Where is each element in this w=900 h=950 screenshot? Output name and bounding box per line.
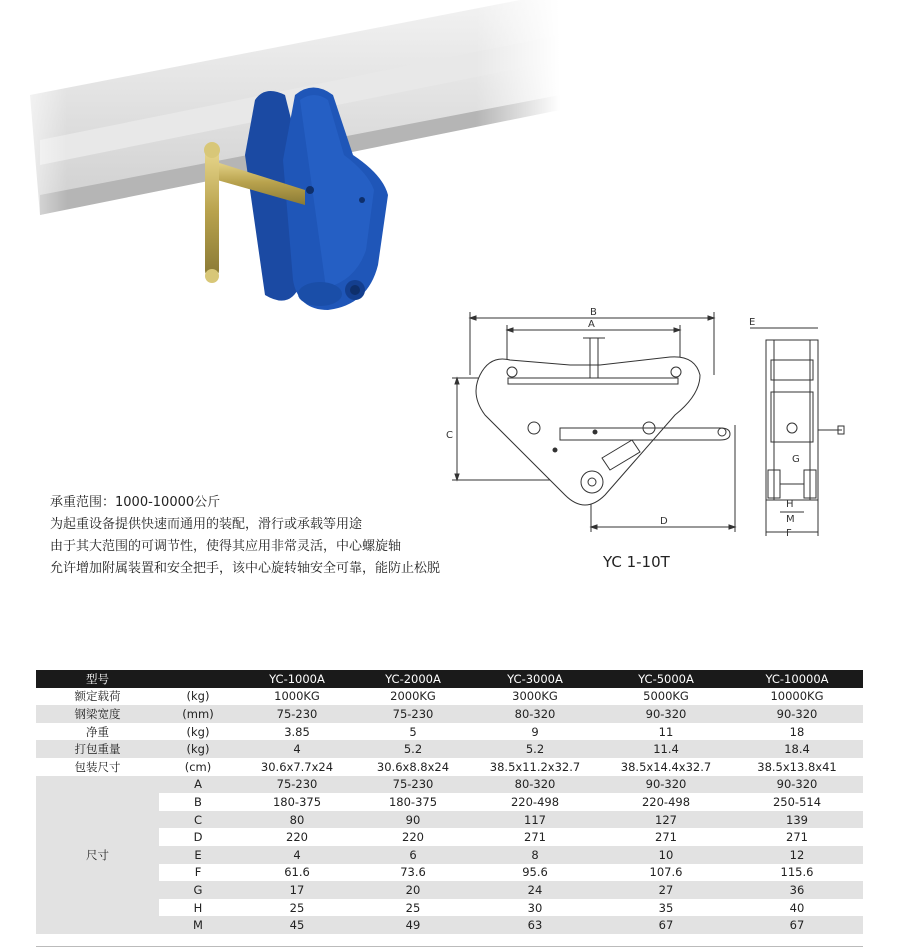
table-cell: 73.6 — [357, 864, 469, 882]
dimension-key: D — [159, 828, 237, 846]
dim-label-g: G — [792, 454, 800, 465]
table-cell: 271 — [469, 828, 601, 846]
row-label: 钢梁宽度 — [36, 705, 159, 723]
table-cell: 6 — [357, 846, 469, 864]
table-cell: 30.6x8.8x24 — [357, 758, 469, 776]
header-cell — [159, 670, 237, 688]
table-cell: 271 — [601, 828, 731, 846]
table-row — [36, 846, 863, 864]
table-cell: 12 — [731, 846, 863, 864]
spec-table — [36, 670, 863, 934]
row-unit: (kg) — [159, 723, 237, 741]
table-cell: 115.6 — [731, 864, 863, 882]
table-cell: 40 — [731, 899, 863, 917]
table-cell: 25 — [357, 899, 469, 917]
table-bottom-rule — [36, 946, 863, 947]
table-cell: 5.2 — [469, 740, 601, 758]
header-cell: YC-1000A — [237, 670, 357, 688]
table-row — [36, 740, 863, 758]
description-line: 承重范围：1000-10000公斤 — [50, 495, 221, 510]
header-cell: YC-5000A — [601, 670, 731, 688]
dimension-key: H — [159, 899, 237, 917]
dimension-key: B — [159, 793, 237, 811]
dimension-key: F — [159, 864, 237, 882]
table-row — [36, 776, 863, 794]
table-cell: 80 — [237, 811, 357, 829]
table-cell: 49 — [357, 916, 469, 934]
table-cell: 5.2 — [357, 740, 469, 758]
table-cell: 75-230 — [357, 776, 469, 794]
table-cell: 2000KG — [357, 688, 469, 706]
table-cell: 75-230 — [237, 776, 357, 794]
header-cell: 型号 — [36, 670, 159, 688]
table-row — [36, 758, 863, 776]
table-cell: 10 — [601, 846, 731, 864]
dim-label-a: A — [588, 319, 595, 330]
dim-label-b: B — [590, 307, 597, 318]
table-cell: 90 — [357, 811, 469, 829]
table-cell: 95.6 — [469, 864, 601, 882]
table-cell: 1000KG — [237, 688, 357, 706]
header-cell: YC-3000A — [469, 670, 601, 688]
table-cell: 80-320 — [469, 776, 601, 794]
table-cell: 180-375 — [357, 793, 469, 811]
table-cell: 17 — [237, 881, 357, 899]
table-cell: 180-375 — [237, 793, 357, 811]
table-row — [36, 899, 863, 917]
table-cell: 45 — [237, 916, 357, 934]
dimension-group-label: 尺寸 — [36, 776, 159, 934]
table-cell: 271 — [731, 828, 863, 846]
table-cell: 38.5x14.4x32.7 — [601, 758, 731, 776]
table-cell: 18 — [731, 723, 863, 741]
table-cell: 220 — [357, 828, 469, 846]
description-line: 为起重设备提供快速而通用的装配，滑行或承载等用途 — [50, 517, 363, 532]
table-cell: 5 — [357, 723, 469, 741]
dimension-key: E — [159, 846, 237, 864]
table-cell: 75-230 — [237, 705, 357, 723]
table-cell: 11 — [601, 723, 731, 741]
table-cell: 75-230 — [357, 705, 469, 723]
dim-label-m: M — [786, 514, 795, 525]
product-photo — [0, 0, 560, 330]
table-cell: 24 — [469, 881, 601, 899]
row-label: 额定载荷 — [36, 688, 159, 706]
table-cell: 20 — [357, 881, 469, 899]
dim-label-c: C — [446, 430, 453, 441]
dim-label-e: E — [749, 317, 756, 328]
dimension-key: G — [159, 881, 237, 899]
description-line: 由于其大范围的可调节性，使得其应用非常灵活，中心螺旋轴 — [50, 539, 402, 554]
table-cell: 38.5x11.2x32.7 — [469, 758, 601, 776]
table-cell: 5000KG — [601, 688, 731, 706]
table-row — [36, 705, 863, 723]
dimension-key: C — [159, 811, 237, 829]
dimension-key: A — [159, 776, 237, 794]
table-cell: 90-320 — [731, 776, 863, 794]
table-row — [36, 811, 863, 829]
table-cell: 220-498 — [469, 793, 601, 811]
table-cell: 11.4 — [601, 740, 731, 758]
table-cell: 80-320 — [469, 705, 601, 723]
table-cell: 3.85 — [237, 723, 357, 741]
row-unit: (cm) — [159, 758, 237, 776]
table-cell: 67 — [601, 916, 731, 934]
table-cell: 4 — [237, 740, 357, 758]
table-row — [36, 723, 863, 741]
table-row — [36, 793, 863, 811]
table-cell: 63 — [469, 916, 601, 934]
table-row — [36, 828, 863, 846]
table-header-row — [36, 670, 863, 688]
row-label: 打包重量 — [36, 740, 159, 758]
dim-label-f: F — [786, 528, 792, 539]
table-cell: 220 — [237, 828, 357, 846]
table-cell: 9 — [469, 723, 601, 741]
table-cell: 90-320 — [731, 705, 863, 723]
table-cell: 107.6 — [601, 864, 731, 882]
table-row — [36, 881, 863, 899]
table-cell: 18.4 — [731, 740, 863, 758]
table-cell: 250-514 — [731, 793, 863, 811]
table-cell: 25 — [237, 899, 357, 917]
header-cell: YC-2000A — [357, 670, 469, 688]
row-unit: (kg) — [159, 688, 237, 706]
table-cell: 30 — [469, 899, 601, 917]
table-row — [36, 688, 863, 706]
table-cell: 3000KG — [469, 688, 601, 706]
row-unit: (kg) — [159, 740, 237, 758]
table-cell: 36 — [731, 881, 863, 899]
technical-drawing — [440, 300, 900, 590]
table-cell: 35 — [601, 899, 731, 917]
description-block — [50, 492, 480, 580]
table-cell: 127 — [601, 811, 731, 829]
table-cell: 4 — [237, 846, 357, 864]
table-cell: 27 — [601, 881, 731, 899]
drawing-caption: YC 1-10T — [603, 553, 670, 571]
dimension-key: M — [159, 916, 237, 934]
row-unit: (mm) — [159, 705, 237, 723]
table-cell: 67 — [731, 916, 863, 934]
dim-label-d: D — [660, 516, 668, 527]
description-line: 允许增加附属装置和安全把手，该中心旋转轴安全可靠，能防止松脱 — [50, 561, 441, 576]
row-label: 包装尺寸 — [36, 758, 159, 776]
row-label: 净重 — [36, 723, 159, 741]
table-cell: 90-320 — [601, 776, 731, 794]
table-cell: 10000KG — [731, 688, 863, 706]
table-cell: 117 — [469, 811, 601, 829]
table-cell: 90-320 — [601, 705, 731, 723]
header-cell: YC-10000A — [731, 670, 863, 688]
table-cell: 30.6x7.7x24 — [237, 758, 357, 776]
table-cell: 139 — [731, 811, 863, 829]
table-row — [36, 864, 863, 882]
table-cell: 38.5x13.8x41 — [731, 758, 863, 776]
table-cell: 220-498 — [601, 793, 731, 811]
table-cell: 61.6 — [237, 864, 357, 882]
table-cell: 8 — [469, 846, 601, 864]
dim-label-h: H — [786, 499, 794, 510]
table-row — [36, 916, 863, 934]
